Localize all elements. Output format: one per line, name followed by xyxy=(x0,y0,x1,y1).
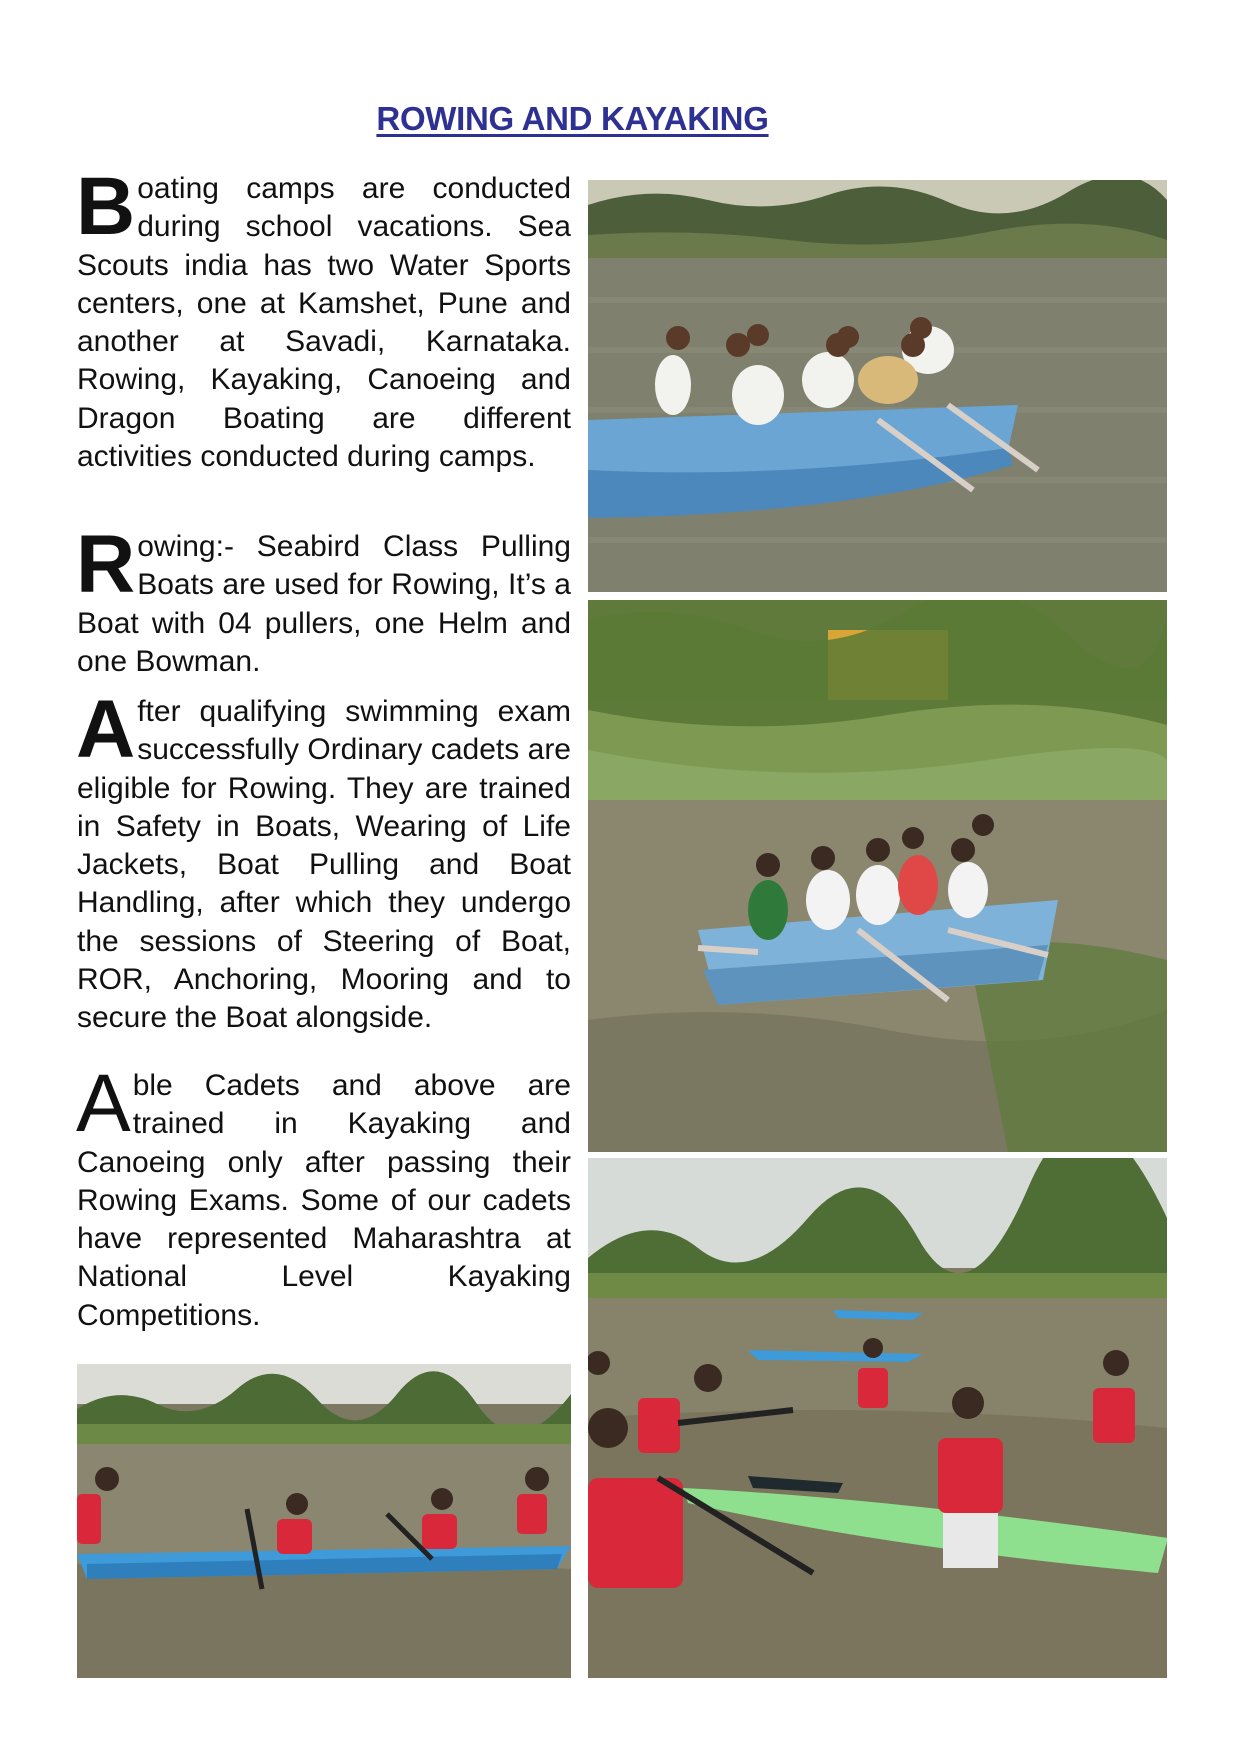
photo-rowing-boat xyxy=(588,180,1167,592)
paragraph-boating-camps xyxy=(76,161,571,476)
paragraph-kayaking xyxy=(76,1058,571,1335)
drop-cap: R xyxy=(76,519,136,610)
drop-cap: A xyxy=(76,1058,131,1149)
paragraph-rowing xyxy=(76,519,571,681)
paragraph-text: fter qualifying swimming exam successfully Ordinary cadets are eligible for Rowing. They are trained in Safety in Boats, Wearing of Life Jackets, Boat Pulling and Boat Handling, after which they undergo the sessions of Steering of Boat, ROR, Anchoring, Mooring and to secure the Boat alongside. xyxy=(77,695,571,1035)
paragraph-text: ble Cadets and above are trained in Kayaking and Canoeing only after passing their Rowing Exams. Some of our cadets have represented Maharashtra at National Level Kayaking Competitions. xyxy=(77,1069,571,1332)
page-title: ROWING AND KAYAKING xyxy=(376,100,769,137)
photo-canoe-paddlers xyxy=(77,1364,571,1678)
drop-cap: B xyxy=(76,161,136,252)
paragraph-text: owing:- Seabird Class Pulling Boats are used for Rowing, It’s a Boat with 04 pullers, one Helm and one Bowman. xyxy=(77,530,571,678)
photo-kayak-training xyxy=(588,1158,1167,1678)
drop-cap: A xyxy=(76,684,136,775)
paragraph-eligibility xyxy=(76,684,571,1038)
paragraph-text: oating camps are conducted during school vacations. Sea Scouts india has two Water Sports centers, one at Kamshet, Pune and another at Savadi, Karnataka. Rowing, Kayaking, Canoeing and Dragon Boating are different activities conducted during camps. xyxy=(77,172,571,474)
photo-girls-rowing xyxy=(588,600,1167,1152)
